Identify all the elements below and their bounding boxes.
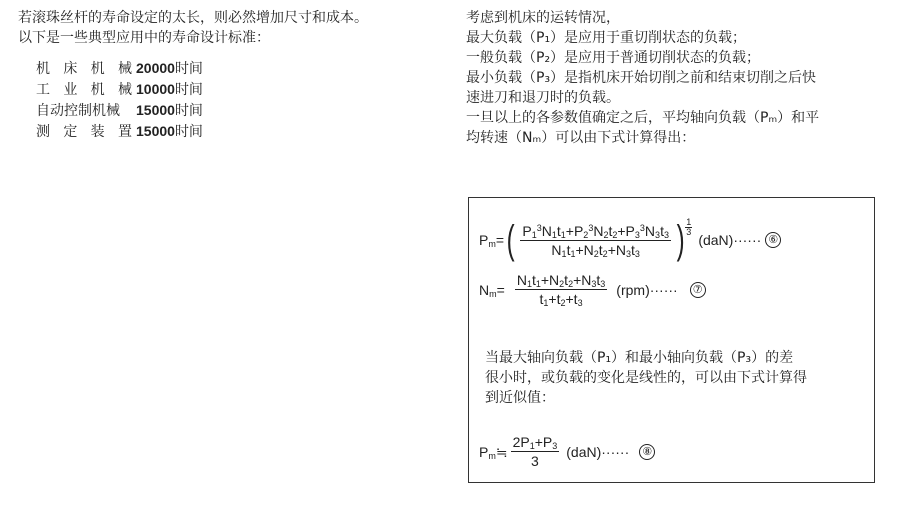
standard-label: 测 定 装 置 xyxy=(36,124,132,140)
standard-value: 15000 xyxy=(136,102,175,118)
standard-row xyxy=(36,100,438,121)
standard-label: 机 床 机 械 xyxy=(36,61,132,77)
intro-line-1: 若滚珠丝杆的寿命设定的太长，则必然增加尺寸和成本。 xyxy=(18,10,368,26)
standard-value: 20000 xyxy=(136,60,175,76)
paragraph-line: 考虑到机床的运转情况， xyxy=(466,10,620,26)
formula-8-fraction xyxy=(511,434,560,469)
formula-7-numerator: $N_1t_1+N_2t_2+N_3t_3$ xyxy=(516,272,606,289)
standard-label: 工 业 机 械 xyxy=(36,82,132,98)
paragraph-line: 速进刀和退刀时的负载。 xyxy=(466,90,620,106)
formula-6-fraction xyxy=(520,223,671,258)
left-paren: ( xyxy=(506,218,515,262)
note-line: 很小时，或负载的变化是线性的，可以由下式计算得 xyxy=(485,370,807,386)
paragraph-line: 均转速（Nₘ）可以由下式计算得出： xyxy=(466,130,696,146)
formula-6-unit: (daN)······ xyxy=(698,232,762,248)
standard-unit: 时间 xyxy=(174,124,203,140)
formula-6-number: ⑥ xyxy=(765,232,781,248)
formula-7-number: ⑦ xyxy=(690,282,706,298)
intro-text xyxy=(18,8,438,48)
formula-8-numerator: $2P_1+P_3$ xyxy=(512,434,558,451)
formula-box xyxy=(468,197,875,483)
note-line: 到近似值： xyxy=(485,390,555,406)
standard-row xyxy=(36,79,438,100)
approximation-note xyxy=(485,348,865,408)
standard-row xyxy=(36,121,438,142)
standard-unit: 时间 xyxy=(174,82,203,98)
formula-7 xyxy=(479,272,706,307)
standard-unit: 时间 xyxy=(174,103,203,119)
intro-line-2: 以下是一些典型应用中的寿命设计标准： xyxy=(18,30,270,46)
left-column xyxy=(18,8,438,142)
formula-6-denominator: $N_1t_1+N_2t_2+N_3t_3$ xyxy=(551,241,640,259)
paragraph-line: 一旦以上的各参数值确定之后，平均轴向负载（Pₘ）和平 xyxy=(466,110,820,126)
right-paren: ) xyxy=(676,218,685,262)
formula-7-unit: (rpm)······ xyxy=(616,281,678,298)
formula-8-unit: (daN)······ xyxy=(566,443,630,460)
formula-7-fraction xyxy=(515,272,607,307)
formula-7-lhs: $N_m=$ xyxy=(479,281,505,299)
standard-value: 15000 xyxy=(136,123,175,139)
formula-6-exponent: 1 3 xyxy=(686,216,692,237)
formula-7-denominator: $t_1+t_2+t_3$ xyxy=(539,291,583,308)
formula-8-lhs: $P_m≒$ xyxy=(479,443,508,461)
right-column xyxy=(466,8,886,148)
formula-6 xyxy=(479,216,781,262)
life-standards-list xyxy=(36,58,438,142)
standard-value: 10000 xyxy=(136,81,175,97)
formula-8-denominator: 3 xyxy=(531,453,539,469)
standard-label: 自动控制机械 xyxy=(36,103,120,119)
standard-unit: 时间 xyxy=(174,61,203,77)
formula-8-number: ⑧ xyxy=(639,444,655,460)
note-line: 当最大轴向负载（P₁）和最小轴向负载（P₃）的差 xyxy=(485,350,794,366)
paragraph-line: 最小负载（P₃）是指机床开始切削之前和结束切削之后快 xyxy=(466,70,817,86)
paragraph-line: 最大负载（P₁）是应用于重切削状态的负载； xyxy=(466,30,747,46)
standard-row xyxy=(36,58,438,79)
paragraph-line: 一般负载（P₂）是应用于普通切削状态的负载； xyxy=(466,50,761,66)
formula-6-lhs: $P_m=$ xyxy=(479,232,505,249)
formula-6-numerator: $P_1^3N_1t_1+P_2^3N_2t_2+P_3^3N_3t_3$ xyxy=(522,222,669,240)
formula-8 xyxy=(479,434,655,469)
